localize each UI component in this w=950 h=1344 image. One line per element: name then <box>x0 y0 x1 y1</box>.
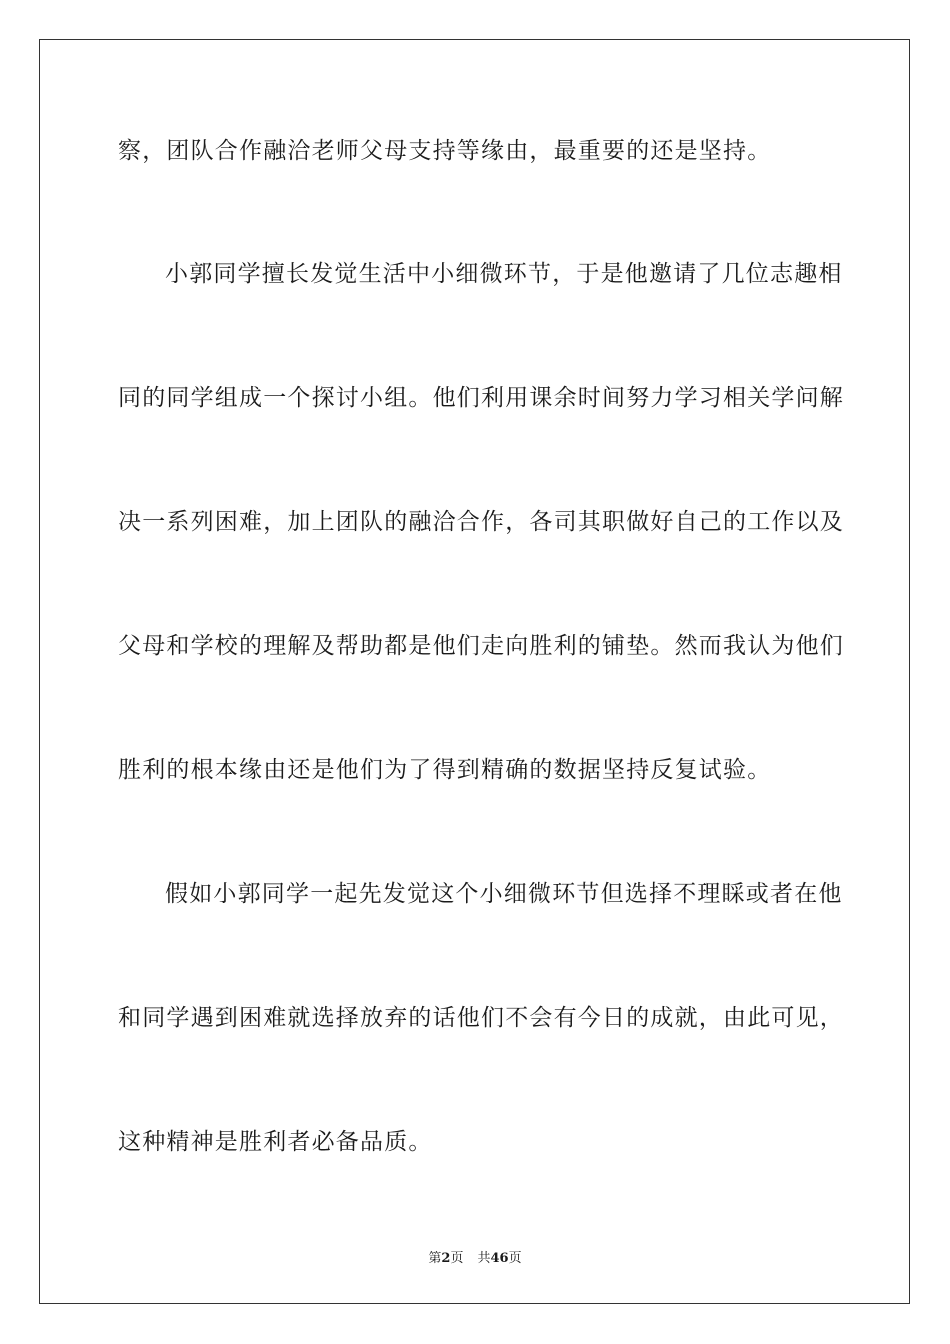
paragraph-line: 和同学遇到困难就选择放弃的话他们不会有今日的成就，由此可见， <box>118 1005 844 1031</box>
paragraph-line: 假如小郭同学一起先发觉这个小细微环节但选择不理睬或者在他 <box>165 881 843 907</box>
paragraph-line: 决一系列困难，加上团队的融洽合作，各司其职做好自己的工作以及 <box>118 509 844 535</box>
paragraph-line: 胜利的根本缘由还是他们为了得到精确的数据坚持反复试验。 <box>118 757 772 783</box>
total-prefix: 共 <box>477 1251 491 1266</box>
page-footer <box>0 1251 950 1267</box>
page-border <box>39 39 910 1304</box>
page-prefix: 第 <box>428 1251 442 1266</box>
total-suffix: 页 <box>508 1251 522 1266</box>
paragraph-line: 这种精神是胜利者必备品质。 <box>118 1129 433 1155</box>
page-suffix: 页 <box>450 1251 464 1266</box>
paragraph-line: 父母和学校的理解及帮助都是他们走向胜利的铺垫。然而我认为他们 <box>118 633 844 659</box>
paragraph-line: 同的同学组成一个探讨小组。他们利用课余时间努力学习相关学问解 <box>118 385 844 411</box>
paragraph-line: 察，团队合作融洽老师父母支持等缘由，最重要的还是坚持。 <box>118 138 772 164</box>
page-number: 2 <box>441 1251 451 1266</box>
paragraph-line: 小郭同学擅长发觉生活中小细微环节，于是他邀请了几位志趣相 <box>165 261 843 287</box>
total-pages: 46 <box>490 1251 509 1266</box>
